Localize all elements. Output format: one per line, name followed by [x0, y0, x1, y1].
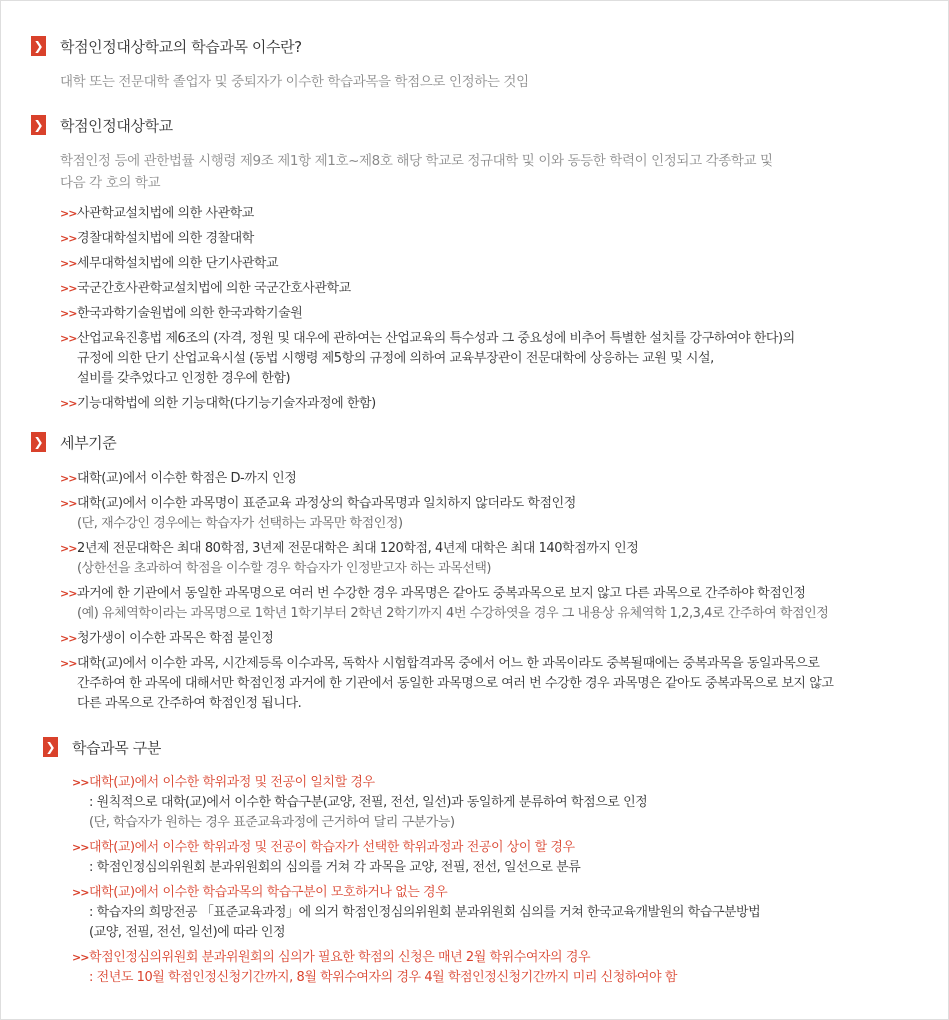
classification-list — [31, 773, 928, 988]
item-text-line: 대학(교)에서 이수한 학점은 D-까지 인정 — [77, 471, 297, 486]
item-text-line: 과거에 한 기관에서 동일한 과목명으로 여러 번 수강한 경우 과목명은 같아도 중복과목으로 보지 않고 다른 과목으로 간주하야 학점인정 — [77, 586, 806, 601]
double-chevron-icon: >> — [60, 232, 77, 245]
item-text-line: 설비를 갖추었다고 인정한 경우에 한함) — [77, 371, 291, 386]
section-title: 세부기준 — [60, 433, 117, 452]
item-text-line: : 전년도 10월 학점인정신청기간까지, 8월 학위수여자의 경우 4월 학점인정신청기간까지 미리 신청하여야 함 — [89, 970, 677, 985]
description-line: 다음 각 호의 학교 — [60, 175, 161, 191]
list-item — [31, 539, 928, 579]
item-text-line: 사관학교설치법에 의한 사관학교 — [77, 206, 254, 221]
item-text-line: (교양, 전필, 전선, 일선)에 따라 인정 — [89, 925, 286, 940]
list-item — [31, 279, 928, 299]
list-item — [31, 229, 928, 249]
item-text-line: (상한선을 초과하여 학점을 이수할 경우 학습자가 인정받고자 하는 과목선택) — [77, 561, 492, 576]
list-item — [31, 584, 928, 624]
double-chevron-icon: >> — [60, 657, 77, 670]
item-text-line: 세무대학설치법에 의한 단기사관학교 — [77, 256, 279, 271]
school-list — [31, 204, 928, 414]
item-text-line: 학점인정심의위원회 분과위원회의 심의가 필요한 학점의 신청은 매년 2월 학위수여자의 경우 — [89, 950, 591, 965]
list-item — [31, 494, 928, 534]
list-item — [31, 629, 928, 649]
item-text-line: 대학(교)에서 이수한 학위과정 및 전공이 학습자가 선택한 학위과정과 전공이 상이 할 경우 — [89, 840, 575, 855]
double-chevron-icon: >> — [60, 497, 77, 510]
double-chevron-icon: >> — [60, 542, 77, 555]
double-chevron-icon: >> — [60, 307, 77, 320]
double-chevron-icon: >> — [60, 397, 77, 410]
double-chevron-icon: >> — [60, 207, 77, 220]
section-eligible-schools — [31, 114, 928, 419]
list-item — [31, 883, 928, 943]
list-item — [31, 304, 928, 324]
item-text-line: 대학(교)에서 이수한 학위과정 및 전공이 일치할 경우 — [89, 775, 375, 790]
section-description — [60, 150, 928, 194]
double-chevron-icon: >> — [72, 776, 89, 789]
item-text-line: 대학(교)에서 이수한 과목, 시간제등록 이수과목, 독학사 시험합격과목 중에서 어느 한 과목이라도 중복될때에는 중복과목을 동일과목으로 — [77, 656, 820, 671]
item-text-line: : 학점인정심의위원회 분과위원회의 심의를 거쳐 각 과목을 교양, 전필, 전선, 일선으로 분류 — [89, 860, 581, 875]
item-text-line: 국군간호사관학교설치법에 의한 국군간호사관학교 — [77, 281, 351, 296]
item-text-line: 2년제 전문대학은 최대 80학점, 3년제 전문대학은 최대 120학점, 4년제 대학은 최대 140학점까지 인정 — [77, 541, 639, 556]
double-chevron-icon: >> — [60, 332, 77, 345]
item-text-line: 대학(교)에서 이수한 과목명이 표준교육 과정상의 학습과목명과 일치하지 않더라도 학점인정 — [77, 496, 576, 511]
list-item — [31, 329, 928, 389]
list-item — [31, 254, 928, 274]
list-item — [31, 773, 928, 833]
list-item — [31, 469, 928, 489]
list-item — [31, 654, 928, 714]
double-chevron-icon: >> — [60, 257, 77, 270]
section-description: 대학 또는 전문대학 졸업자 및 중퇴자가 이수한 학습과목을 학점으로 인정하는 것임 — [60, 74, 529, 90]
double-chevron-icon: >> — [72, 886, 89, 899]
item-text-line: 대학(교)에서 이수한 학습과목의 학습구분이 모호하거나 없는 경우 — [89, 885, 448, 900]
chevron-right-icon: ❯ — [31, 432, 46, 452]
chevron-right-icon: ❯ — [43, 737, 58, 757]
item-text-line: : 학습자의 희망전공 「표준교육과정」에 의거 학점인정심의위원회 분과위원회 심의를 거쳐 한국교육개발원의 학습구분방법 — [89, 905, 761, 920]
double-chevron-icon: >> — [60, 282, 77, 295]
double-chevron-icon: >> — [60, 632, 77, 645]
criteria-list — [31, 469, 928, 714]
chevron-right-icon: ❯ — [31, 36, 46, 56]
item-text-line: 간주하여 한 과목에 대해서만 학점인정 과거에 한 기관에서 동일한 과목명으로 여러 번 수강한 경우 과목명은 같아도 중복과목으로 보지 않고 — [77, 676, 834, 691]
item-text-line: 규정에 의한 단기 산업교육시설 (동법 시행령 제5항의 규정에 의하여 교육부장관이 전문대학에 상응하는 교원 및 시설, — [77, 351, 714, 366]
section-title: 학점인정대상학교 — [60, 116, 173, 135]
list-item — [31, 838, 928, 878]
section-title: 학점인정대상학교의 학습과목 이수란? — [60, 37, 302, 56]
item-text-line: (단, 학습자가 원하는 경우 표준교육과정에 근거하여 달리 구분가능) — [89, 815, 455, 830]
section-title: 학습과목 구분 — [72, 738, 161, 757]
double-chevron-icon: >> — [60, 472, 77, 485]
item-text-line: 경찰대학설치법에 의한 경찰대학 — [77, 231, 254, 246]
item-text-line: 청가생이 이수한 과목은 학점 불인정 — [77, 631, 274, 646]
list-item — [31, 394, 928, 414]
double-chevron-icon: >> — [72, 951, 89, 964]
section-course-classification — [31, 736, 928, 988]
section-definition — [31, 35, 928, 93]
chevron-right-icon: ❯ — [31, 115, 46, 135]
item-text-line: (예) 유체역학이라는 과목명으로 1학년 1학기부터 2학년 2학기까지 4번 수강하엿을 경우 그 내용상 유체역학 1,2,3,4로 간주하여 학점인정 — [77, 606, 829, 621]
item-text-line: 산업교육진흥법 제6조의 (자격, 정원 및 대우에 관하여는 산업교육의 특수성과 그 중요성에 비추어 특별한 설치를 강구하여야 한다)의 — [77, 331, 795, 346]
item-text-line: 한국과학기술원법에 의한 한국과학기술원 — [77, 306, 303, 321]
list-item — [31, 204, 928, 224]
double-chevron-icon: >> — [60, 587, 77, 600]
double-chevron-icon: >> — [72, 841, 89, 854]
section-detailed-criteria — [31, 431, 928, 719]
list-item — [31, 948, 928, 988]
item-text-line: : 원칙적으로 대학(교)에서 이수한 학습구분(교양, 전필, 전선, 일선)과 동일하게 분류하여 학점으로 인정 — [89, 795, 648, 810]
item-text-line: 기능대학법에 의한 기능대학(다기능기술자과정에 한함) — [77, 396, 376, 411]
item-text-line: 다른 과목으로 간주하여 학점인정 됩니다. — [77, 696, 302, 711]
item-text-line: (단, 재수강인 경우에는 학습자가 선택하는 과목만 학점인정) — [77, 516, 403, 531]
description-line: 학점인정 등에 관한법률 시행령 제9조 제1항 제1호~제8호 해당 학교로 정규대학 및 이와 동등한 학력이 인정되고 각종학교 및 — [60, 153, 773, 169]
